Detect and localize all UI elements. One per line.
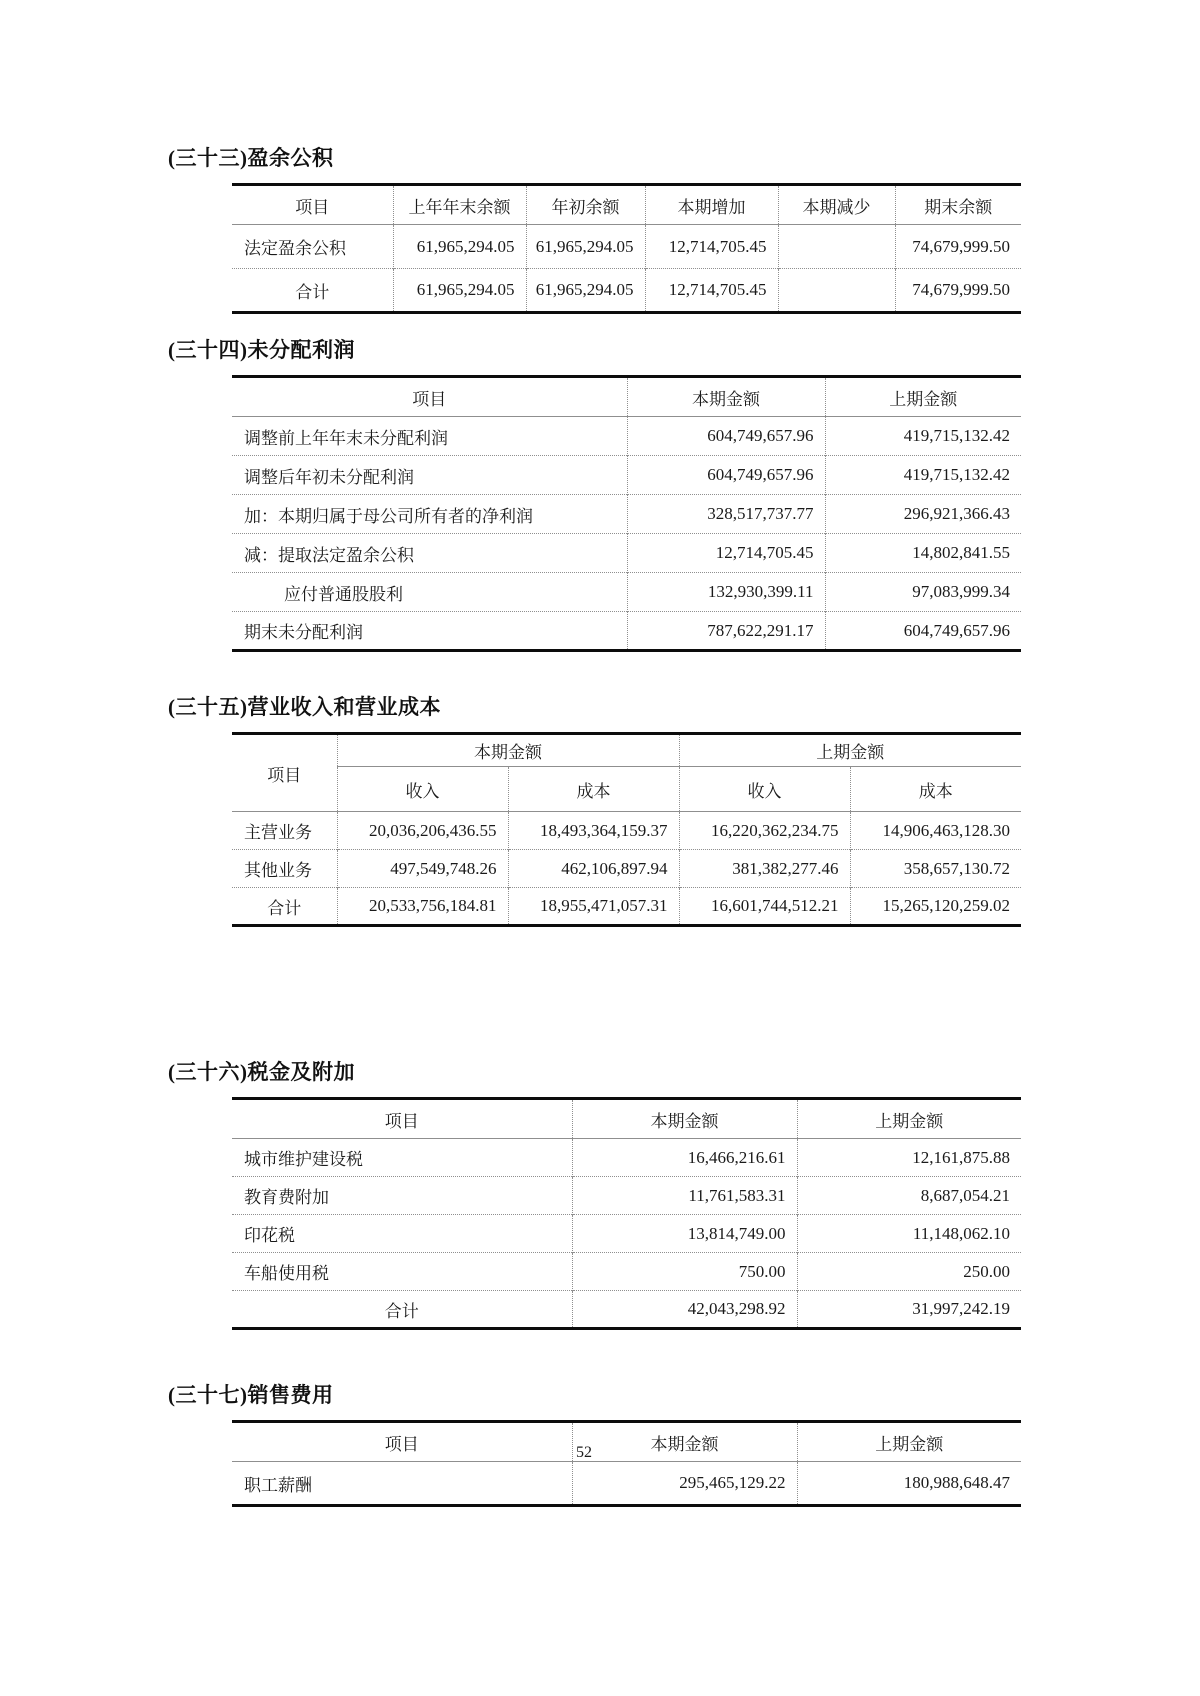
section-title-36: (三十六)税金及附加 [168, 1060, 355, 1084]
cell-value: 12,714,705.45 [645, 225, 778, 269]
cell-value: 132,930,399.11 [627, 573, 825, 612]
col-header: 项目 [232, 1099, 572, 1139]
table-row [232, 1177, 1021, 1215]
cell-value: 14,906,463,128.30 [850, 812, 1021, 850]
cell-value: 497,549,748.26 [337, 850, 508, 888]
cell-value: 296,921,366.43 [825, 495, 1021, 534]
cell-value: 419,715,132.42 [825, 456, 1021, 495]
row-label: 主营业务 [244, 823, 312, 842]
row-label: 城市维护建设税 [244, 1150, 363, 1169]
cell-value: 328,517,737.77 [627, 495, 825, 534]
section-title-37: (三十七)销售费用 [168, 1383, 334, 1407]
row-label: 减：提取法定盈余公积 [244, 545, 414, 565]
cell-value: 13,814,749.00 [572, 1215, 797, 1253]
cell-value: 12,714,705.45 [645, 269, 778, 313]
cell-value: 61,965,294.05 [526, 225, 645, 269]
cell-value: 16,466,216.61 [572, 1139, 797, 1177]
row-label: 教育费附加 [244, 1188, 329, 1207]
col-header: 收入 [337, 767, 508, 812]
cell-value: 97,083,999.34 [825, 573, 1021, 612]
cell-value: 180,988,648.47 [797, 1462, 1021, 1506]
cell-value: 74,679,999.50 [895, 225, 1021, 269]
cell-value: 20,533,756,184.81 [337, 888, 508, 926]
cell-value: 462,106,897.94 [508, 850, 679, 888]
cell-value: 604,749,657.96 [627, 417, 825, 456]
table-row [232, 495, 1021, 534]
table-row [232, 225, 1021, 269]
table-total-row [232, 888, 1021, 926]
cell-value: 11,761,583.31 [572, 1177, 797, 1215]
col-header: 本期增加 [645, 185, 778, 225]
cell-value: 12,161,875.88 [797, 1139, 1021, 1177]
section-title-33: (三十三)盈余公积 [168, 146, 334, 170]
table-row [232, 850, 1021, 888]
table-header-row [232, 185, 1021, 225]
cell-value: 604,749,657.96 [825, 612, 1021, 651]
surplus-reserve-table [232, 183, 1021, 314]
cell-value: 61,965,294.05 [526, 269, 645, 313]
cell-value: 381,382,277.46 [679, 850, 850, 888]
table-row [232, 1139, 1021, 1177]
col-header: 年初余额 [526, 185, 645, 225]
col-header: 本期减少 [778, 185, 895, 225]
col-group-header: 上期金额 [679, 734, 1021, 767]
col-header: 项目 [232, 734, 337, 812]
cell-value: 11,148,062.10 [797, 1215, 1021, 1253]
col-header: 期末余额 [895, 185, 1021, 225]
table-row [232, 573, 1021, 612]
row-label: 合计 [267, 898, 302, 918]
cell-value: 419,715,132.42 [825, 417, 1021, 456]
table-row [232, 1253, 1021, 1291]
table-row [232, 534, 1021, 573]
selling-expenses-table [232, 1420, 1021, 1507]
col-header: 项目 [232, 185, 393, 225]
col-header: 成本 [508, 767, 679, 812]
cell-value: 16,601,744,512.21 [679, 888, 850, 926]
cell-value: 61,965,294.05 [393, 269, 526, 313]
row-label: 调整前上年年末未分配利润 [244, 428, 448, 448]
row-label: 车船使用税 [244, 1264, 329, 1283]
undistributed-profit-table [232, 375, 1021, 652]
row-label: 期末未分配利润 [244, 623, 363, 642]
cell-value [778, 225, 895, 269]
cell-value: 74,679,999.50 [895, 269, 1021, 313]
section-taxes-surcharges [168, 1056, 1028, 1330]
cell-value: 358,657,130.72 [850, 850, 1021, 888]
col-header: 成本 [850, 767, 1021, 812]
taxes-surcharges-table [232, 1097, 1021, 1330]
table-subheader-row [232, 767, 1021, 812]
section-surplus-reserve [168, 142, 1028, 314]
row-label: 应付普通股股利 [284, 584, 403, 604]
section-undistributed-profit [168, 334, 1028, 652]
row-label: 加：本期归属于母公司所有者的净利润 [244, 506, 533, 526]
cell-value [778, 269, 895, 313]
section-operating-revenue-cost [168, 691, 1028, 927]
section-selling-expenses [168, 1379, 1028, 1507]
table-group-header-row [232, 734, 1021, 767]
cell-value: 20,036,206,436.55 [337, 812, 508, 850]
col-header: 上年年末余额 [393, 185, 526, 225]
table-total-row [232, 1291, 1021, 1329]
row-label: 调整后年初未分配利润 [244, 467, 414, 487]
cell-value: 604,749,657.96 [627, 456, 825, 495]
col-header: 上期金额 [797, 1422, 1021, 1462]
cell-value: 18,493,364,159.37 [508, 812, 679, 850]
col-group-header: 本期金额 [337, 734, 679, 767]
col-header: 项目 [232, 377, 627, 417]
row-label: 印花税 [244, 1226, 295, 1245]
cell-value: 787,622,291.17 [627, 612, 825, 651]
cell-value: 31,997,242.19 [797, 1291, 1021, 1329]
cell-value: 61,965,294.05 [393, 225, 526, 269]
cell-value: 250.00 [797, 1253, 1021, 1291]
cell-value: 14,802,841.55 [825, 534, 1021, 573]
cell-value: 42,043,298.92 [572, 1291, 797, 1329]
cell-value: 18,955,471,057.31 [508, 888, 679, 926]
col-header: 上期金额 [797, 1099, 1021, 1139]
cell-value: 16,220,362,234.75 [679, 812, 850, 850]
operating-revenue-cost-table [232, 732, 1021, 927]
row-label: 合计 [384, 1301, 419, 1321]
col-header: 收入 [679, 767, 850, 812]
table-row [232, 612, 1021, 651]
col-header: 本期金额 [627, 377, 825, 417]
page-number: 52 [576, 1444, 592, 1461]
table-row [232, 417, 1021, 456]
row-label: 合计 [295, 282, 330, 302]
table-row [232, 1215, 1021, 1253]
row-label: 其他业务 [244, 861, 312, 880]
col-header: 本期金额 [572, 1099, 797, 1139]
table-row [232, 1462, 1021, 1506]
section-title-35: (三十五)营业收入和营业成本 [168, 695, 441, 719]
row-label: 法定盈余公积 [244, 239, 346, 258]
cell-value: 12,714,705.45 [627, 534, 825, 573]
col-header: 本期金额 [572, 1422, 797, 1462]
table-row [232, 456, 1021, 495]
cell-value: 750.00 [572, 1253, 797, 1291]
section-title-34: (三十四)未分配利润 [168, 338, 355, 362]
table-row [232, 812, 1021, 850]
col-header: 项目 [232, 1422, 572, 1462]
col-header: 上期金额 [825, 377, 1021, 417]
row-label: 职工薪酬 [244, 1475, 312, 1495]
table-header-row [232, 1099, 1021, 1139]
table-header-row [232, 377, 1021, 417]
table-total-row [232, 269, 1021, 313]
cell-value: 295,465,129.22 [572, 1462, 797, 1506]
cell-value: 15,265,120,259.02 [850, 888, 1021, 926]
cell-value: 8,687,054.21 [797, 1177, 1021, 1215]
